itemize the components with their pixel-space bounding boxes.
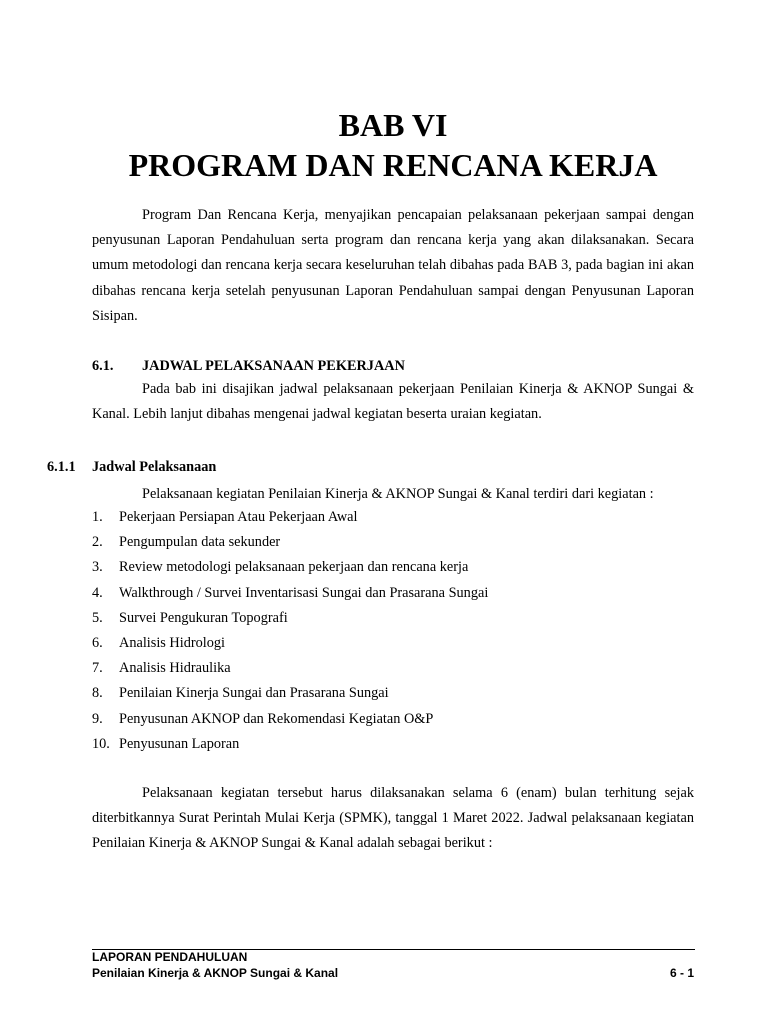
section-title: JADWAL PELAKSANAAN PEKERJAAN [142, 358, 405, 374]
list-item [92, 530, 694, 555]
subsection-number: 6.1.1 [47, 459, 76, 475]
subsection-paragraph: Pelaksanaan kegiatan Penilaian Kinerja & AKNOP Sungai & Kanal terdiri dari kegiatan : [142, 486, 654, 502]
list-item [92, 732, 694, 757]
list-item-text: Analisis Hidraulika [119, 660, 231, 677]
list-item-number: 5. [92, 609, 103, 626]
list-item-number: 4. [92, 584, 103, 601]
list-item-text: Penilaian Kinerja Sungai dan Prasarana Sungai [119, 685, 389, 702]
list-item-number: 9. [92, 710, 103, 727]
list-item-number: 7. [92, 660, 103, 677]
section-paragraph: Pada bab ini disajikan jadwal pelaksanaan pekerjaan Penilaian Kinerja & AKNOP Sungai & Kanal. Lebih lanjut dibahas mengenai jadwal kegiatan beserta uraian kegiatan. [92, 381, 694, 423]
list-item [92, 707, 694, 732]
list-item-text: Penyusunan Laporan [119, 735, 240, 752]
list-item [92, 555, 694, 580]
footer-report-title: LAPORAN PENDAHULUAN [92, 950, 248, 964]
list-item-number: 10. [92, 735, 110, 752]
list-item [92, 656, 694, 681]
list-item [92, 606, 694, 631]
list-item-number: 2. [92, 534, 103, 551]
list-item-text: Penyusunan AKNOP dan Rekomendasi Kegiatan O&P [119, 710, 434, 727]
chapter-title: PROGRAM DAN RENCANA KERJA [128, 147, 658, 183]
list-item-text: Survei Pengukuran Topografi [119, 609, 288, 626]
list-item [92, 631, 694, 656]
list-item-text: Pekerjaan Persiapan Atau Pekerjaan Awal [119, 509, 358, 525]
list-item-text: Analisis Hidrologi [119, 634, 226, 651]
closing-paragraph: Pelaksanaan kegiatan tersebut harus dilaksanakan selama 6 (enam) bulan terhitung sejak diterbitkannya Surat Perintah Mulai Kerja (SPMK), tanggal 1 Maret 2022. Jadwal pelaksanaan kegiatan Penilaian Kinerja & AKNOP Sungai & Kanal adalah sebagai berikut : [92, 785, 694, 852]
list-item-text: Walkthrough / Survei Inventarisasi Sungai dan Prasarana Sungai [119, 584, 489, 601]
list-item [92, 681, 694, 706]
activity-list [92, 505, 694, 757]
intro-paragraph: Program Dan Rencana Kerja, menyajikan pencapaian pelaksanaan pekerjaan sampai dengan penyusunan Laporan Pendahuluan serta program dan rencana kerja yang akan dilaksanakan. Secara umum metodologi dan rencana kerja secara keseluruhan telah dibahas pada BAB 3, pada bagian ini akan dibahas rencana kerja setelah penyusunan Laporan Pendahuluan sampai dengan Penyusunan Laporan Sisipan. [92, 207, 694, 324]
list-item [92, 505, 694, 530]
list-item-text: Pengumpulan data sekunder [119, 534, 281, 551]
section-number: 6.1. [92, 358, 114, 374]
footer-project-name: Penilaian Kinerja & AKNOP Sungai & Kanal [92, 966, 339, 980]
list-item [92, 581, 694, 606]
chapter-label: BAB VI [338, 107, 448, 143]
list-item-number: 8. [92, 685, 103, 702]
list-item-number: 6. [92, 634, 103, 651]
list-item-number: 3. [92, 559, 103, 576]
subsection-title: Jadwal Pelaksanaan [92, 459, 217, 475]
page-number: 6 - 1 [669, 966, 694, 980]
list-item-number: 1. [92, 509, 103, 525]
list-item-text: Review metodologi pelaksanaan pekerjaan dan rencana kerja [119, 559, 469, 576]
